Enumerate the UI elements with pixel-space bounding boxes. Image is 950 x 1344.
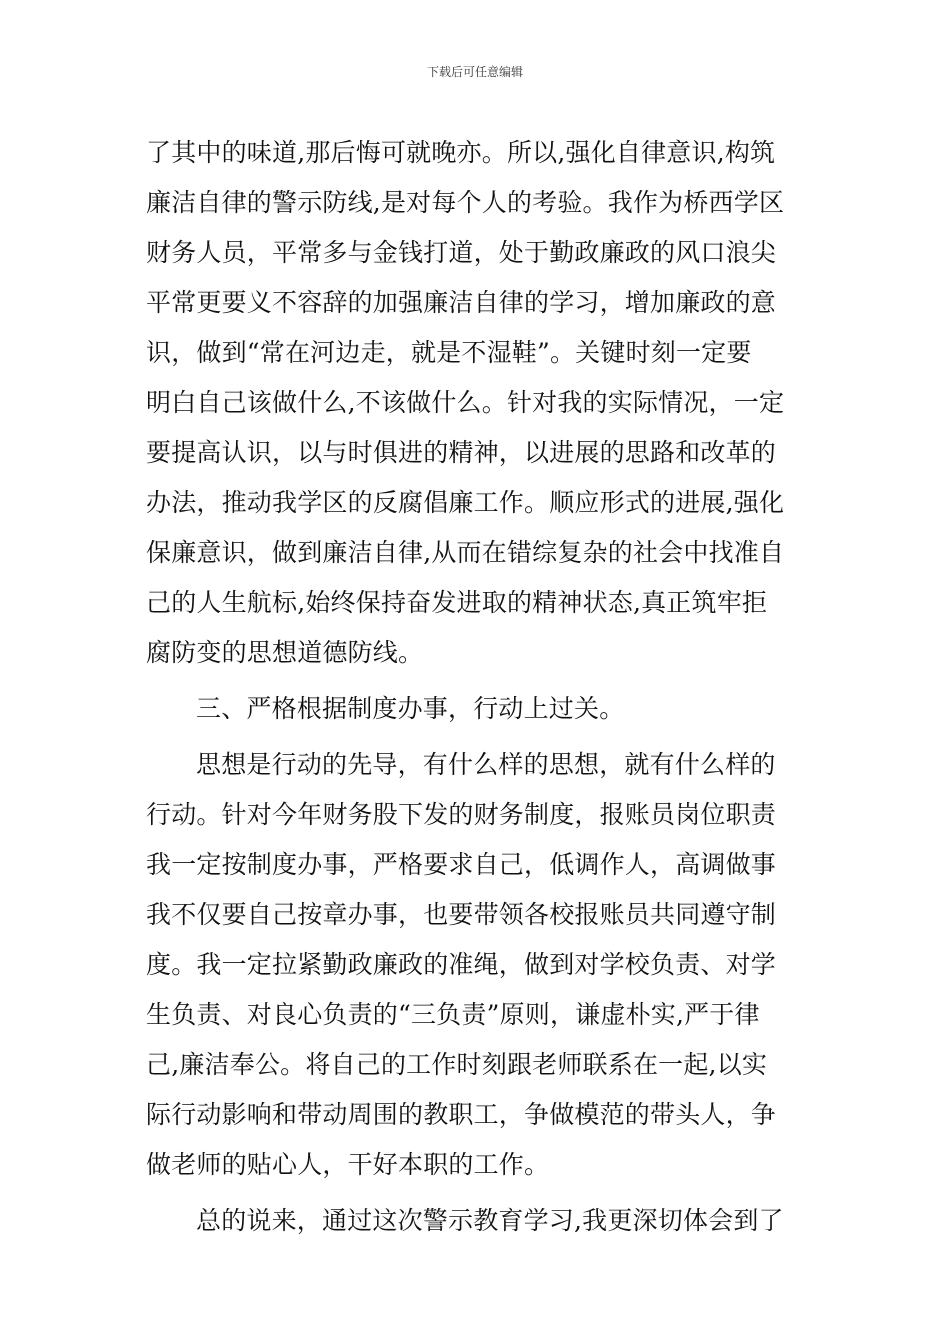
text-line: 要提高认识，以与时俱进的精神，以进展的思路和改革的 (146, 438, 777, 467)
text-line: 行动。针对今年财务股下发的财务制度，报账员岗位职责 (146, 800, 777, 829)
paragraph-start-line: 思想是行动的先导，有什么样的思想，就有什么样的 (196, 750, 776, 779)
text-line: 我不仅要自己按章办事，也要带领各校报账员共同遵守制 (146, 900, 777, 929)
document-body (146, 128, 810, 1246)
text-line: 识，做到“常在河边走，就是不湿鞋”。关键时刻一定要 (146, 338, 752, 367)
text-line: 际行动影响和带动周围的教职工，争做模范的带头人，争 (146, 1100, 777, 1129)
text-line: 财务人员，平常多与金钱打道，处于勤政廉政的风口浪尖 (146, 238, 777, 267)
text-line: 平常更要义不容辞的加强廉洁自律的学习，增加廉政的意 (146, 288, 777, 317)
text-line: 腐防变的思想道德防线。 (146, 638, 424, 667)
text-line: 己的人生航标,始终保持奋发进取的精神状态,真正筑牢拒 (146, 588, 768, 617)
text-line: 度。我一定拉紧勤政廉政的准绳，做到对学校负责、对学 (146, 950, 777, 979)
text-line: 了其中的味道,那后悔可就晚亦。所以,强化自律意识,构筑 (146, 138, 776, 167)
paragraph-start-line: 总的说来，通过这次警示教育学习,我更深切体会到了 (196, 1206, 784, 1235)
text-line: 保廉意识，做到廉洁自律,从而在错综复杂的社会中找准自 (146, 538, 785, 567)
text-line: 生负责、对良心负责的“三负责”原则，谦虚朴实,严于律 (146, 1000, 760, 1029)
text-line: 做老师的贴心人，干好本职的工作。 (146, 1150, 550, 1179)
section-heading: 三、严格根据制度办事，行动上过关。 (196, 694, 625, 723)
text-line: 己,廉洁奉公。将自己的工作时刻跟老师联系在一起,以实 (146, 1050, 768, 1079)
text-line: 廉洁自律的警示防线,是对每个人的考验。我作为桥西学区 (146, 188, 785, 217)
text-line: 明白自己该做什么,不该做什么。针对我的实际情况，一定 (146, 388, 785, 417)
text-line: 我一定按制度办事，严格要求自己，低调作人，高调做事 (146, 850, 777, 879)
page-header: 下载后可任意编辑 (426, 65, 523, 79)
text-line: 办法，推动我学区的反腐倡廉工作。顺应形式的进展,强化 (146, 488, 785, 517)
